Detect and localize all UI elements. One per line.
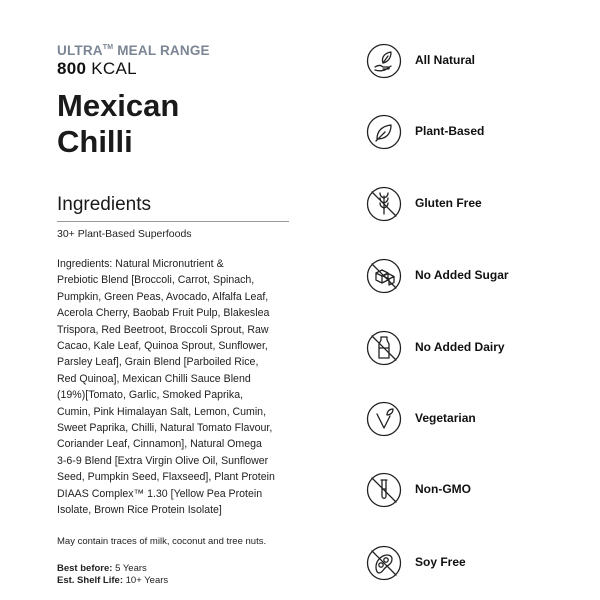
feature-no-added-dairy <box>366 330 586 368</box>
ingredients-line: Cumin, Pink Himalayan Salt, Lemon, Cumin, <box>57 405 267 418</box>
ingredients-line: 3-6-9 Blend [Extra Virgin Olive Oil, Sunflower <box>57 454 269 467</box>
feature-non-gmo <box>366 472 586 510</box>
hand-leaf-icon <box>366 43 402 79</box>
ingredients-line: Seed, Pumpkin Seed, Flaxseed], Plant Protein <box>57 471 275 484</box>
product-info-column <box>57 40 289 587</box>
ingredients-line: Red Quinoa], Mexican Chilli Sauce Blend <box>57 372 251 385</box>
ingredients-line: Cacao, Kale Leaf, Quinoa Sprout, Sunflower, <box>57 340 268 353</box>
feature-label: Vegetarian <box>415 411 476 425</box>
ingredients-line: (19%)[Tomato, Garlic, Smoked Paprika, <box>57 389 244 402</box>
ingredients-line: Pumpkin, Green Peas, Avocado, Alfalfa Leaf, <box>57 290 269 303</box>
calorie-label: 800 KCAL <box>57 59 137 78</box>
ingredients-line: Coriander Leaf, Cinnamon], Natural Omega <box>57 438 262 451</box>
no-milk-bottle-icon <box>366 330 402 366</box>
feature-vegetarian <box>366 401 586 439</box>
ingredients-line: Acerola Cherry, Baobab Fruit Pulp, Blakeslea <box>57 307 270 320</box>
feature-label: No Added Dairy <box>415 340 505 354</box>
no-wheat-icon <box>366 186 402 222</box>
feature-label: Non-GMO <box>415 482 471 496</box>
feature-no-added-sugar <box>366 258 586 296</box>
ingredients-line: Trispora, Red Beetroot, Broccoli Sprout, Raw <box>57 323 269 336</box>
ingredients-line: Sweet Paprika, Chilli, Natural Tomato Flavour, <box>57 422 273 435</box>
feature-gluten-free <box>366 186 586 224</box>
no-test-tube-icon <box>366 472 402 508</box>
shelf-life: Est. Shelf Life: 10+ Years <box>57 574 169 586</box>
feature-plant-based <box>366 114 586 152</box>
feature-label: No Added Sugar <box>415 268 509 282</box>
no-sugar-cube-icon <box>366 258 402 294</box>
no-soybean-icon <box>366 545 402 581</box>
ingredients-line: DIAAS Complex™ 1.30 [Yellow Pea Protein <box>57 487 263 500</box>
leaf-icon <box>366 114 402 150</box>
feature-all-natural <box>366 43 586 81</box>
allergen-notice: May contain traces of milk, coconut and tree nuts. <box>57 535 267 547</box>
feature-label: Soy Free <box>415 555 466 569</box>
feature-soy-free <box>366 545 586 583</box>
ingredients-line: Isolate, Brown Rice Protein Isolate] <box>57 504 222 517</box>
feature-label: Plant-Based <box>415 124 485 138</box>
superfoods-note: 30+ Plant-Based Superfoods <box>57 228 192 240</box>
product-title: Mexican Chilli <box>57 88 180 159</box>
ingredients-line: Prebiotic Blend [Broccoli, Carrot, Spinach, <box>57 274 255 287</box>
v-sprout-icon <box>366 401 402 437</box>
feature-label: All Natural <box>415 53 476 67</box>
ingredients-list <box>57 256 289 519</box>
shelf-life-info <box>57 563 289 587</box>
range-label: ULTRA™ MEAL RANGE <box>57 43 210 58</box>
best-before: Best before: 5 Years <box>57 562 147 574</box>
ingredients-line: Parsley Leaf], Grain Blend [Parboiled Rice, <box>57 356 259 369</box>
feature-label: Gluten Free <box>415 196 482 210</box>
ingredients-heading: Ingredients <box>57 194 289 222</box>
ingredients-line: Ingredients: Natural Micronutrient & <box>57 258 224 270</box>
